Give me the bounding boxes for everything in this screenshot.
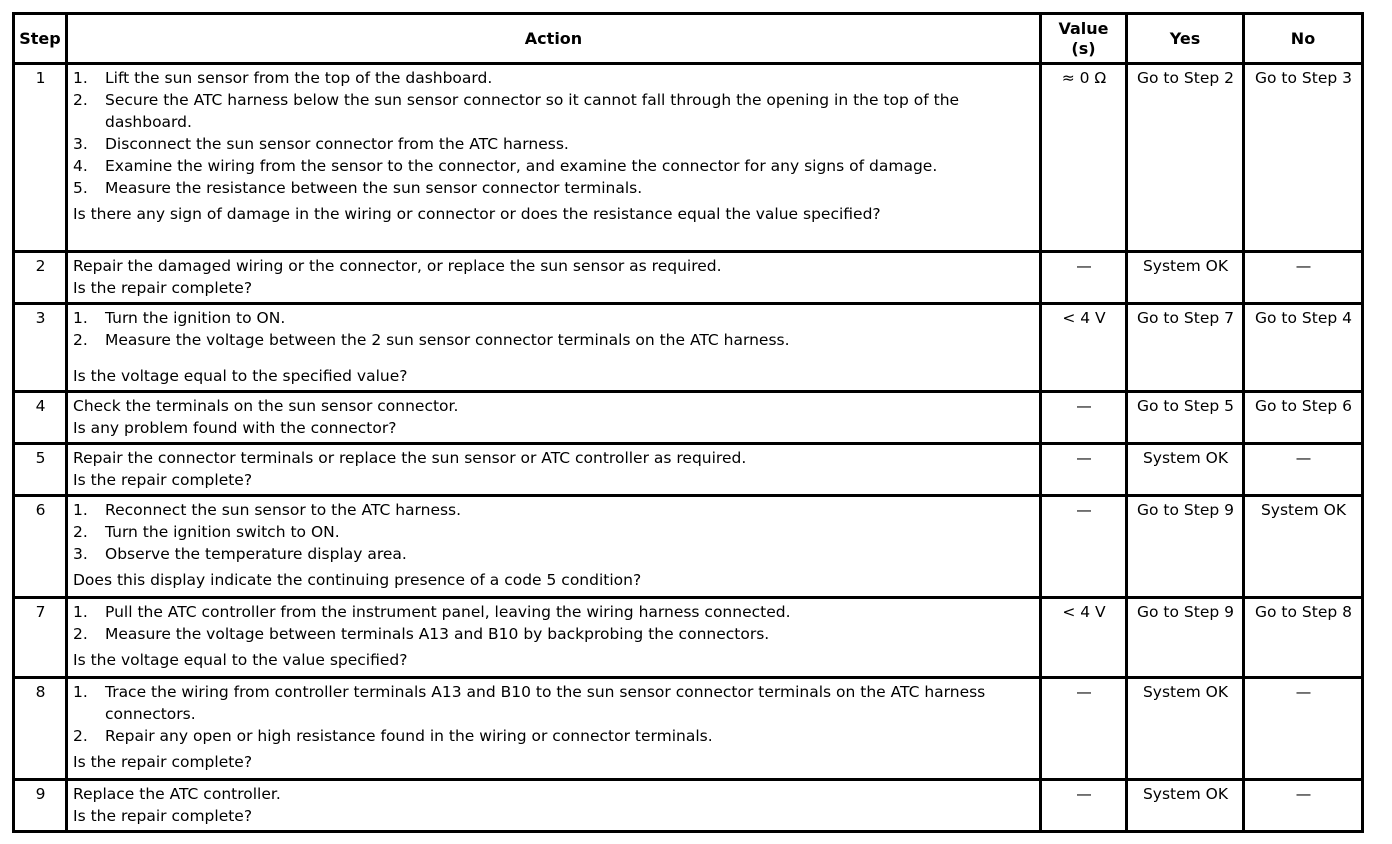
no-cell: — bbox=[1244, 252, 1363, 304]
table-row bbox=[14, 304, 1363, 392]
action-question: Is any problem found with the connector? bbox=[73, 419, 397, 437]
action-question: Is the repair complete? bbox=[73, 279, 253, 297]
yes-cell: System OK bbox=[1127, 678, 1244, 780]
action-item: 2. Measure the voltage between the 2 sun sensor connector terminals on the ATC harness. bbox=[73, 331, 790, 349]
step-number: 2 bbox=[14, 252, 67, 304]
action-cell bbox=[67, 252, 1041, 304]
action-item: 1. Lift the sun sensor from the top of the dashboard. bbox=[73, 69, 493, 87]
table-row bbox=[14, 444, 1363, 496]
yes-cell: Go to Step 5 bbox=[1127, 392, 1244, 444]
action-question: Is the voltage equal to the value specified? bbox=[73, 651, 408, 669]
table-row bbox=[14, 392, 1363, 444]
action-cell bbox=[67, 598, 1041, 678]
action-question: Is there any sign of damage in the wiring or connector or does the resistance equal the value specified? bbox=[73, 205, 881, 223]
step-number: 3 bbox=[14, 304, 67, 392]
header-no: No bbox=[1244, 14, 1363, 64]
value-cell: ≈ 0 Ω bbox=[1041, 64, 1127, 252]
no-cell: — bbox=[1244, 780, 1363, 832]
step-number: 7 bbox=[14, 598, 67, 678]
table-row bbox=[14, 496, 1363, 598]
table-row bbox=[14, 252, 1363, 304]
diagnostic-table bbox=[12, 12, 1364, 833]
no-cell: Go to Step 3 bbox=[1244, 64, 1363, 252]
step-number: 4 bbox=[14, 392, 67, 444]
yes-cell: Go to Step 2 bbox=[1127, 64, 1244, 252]
yes-cell: Go to Step 7 bbox=[1127, 304, 1244, 392]
action-question: Is the repair complete? bbox=[73, 471, 253, 489]
action-text: Repair the connector terminals or replace the sun sensor or ATC controller as required. bbox=[73, 449, 747, 467]
value-cell: — bbox=[1041, 496, 1127, 598]
yes-cell: System OK bbox=[1127, 252, 1244, 304]
action-question: Does this display indicate the continuing presence of a code 5 condition? bbox=[73, 571, 642, 589]
action-item: 2. Repair any open or high resistance found in the wiring or connector terminals. bbox=[73, 727, 713, 745]
action-item: 4. Examine the wiring from the sensor to the connector, and examine the connector for any signs of damage. bbox=[73, 157, 938, 175]
action-text: Replace the ATC controller. bbox=[73, 785, 281, 803]
action-item: 2. Measure the voltage between terminals A13 and B10 by backprobing the connectors. bbox=[73, 625, 770, 643]
yes-cell: Go to Step 9 bbox=[1127, 496, 1244, 598]
action-item: 2. Secure the ATC harness below the sun sensor connector so it cannot fall through the opening in the top of the dashboard. bbox=[73, 91, 960, 131]
no-cell: System OK bbox=[1244, 496, 1363, 598]
step-number: 5 bbox=[14, 444, 67, 496]
action-item: 2. Turn the ignition switch to ON. bbox=[73, 523, 340, 541]
action-text: Check the terminals on the sun sensor connector. bbox=[73, 397, 459, 415]
action-cell bbox=[67, 444, 1041, 496]
step-number: 1 bbox=[14, 64, 67, 252]
action-cell bbox=[67, 392, 1041, 444]
action-cell bbox=[67, 496, 1041, 598]
table-row bbox=[14, 598, 1363, 678]
header-step: Step bbox=[14, 14, 67, 64]
value-cell: — bbox=[1041, 444, 1127, 496]
header-value: Value (s) bbox=[1041, 14, 1127, 64]
action-item: 3. Observe the temperature display area. bbox=[73, 545, 407, 563]
action-question: Is the repair complete? bbox=[73, 807, 253, 825]
action-cell bbox=[67, 304, 1041, 392]
yes-cell: System OK bbox=[1127, 444, 1244, 496]
table-row bbox=[14, 780, 1363, 832]
action-cell bbox=[67, 64, 1041, 252]
value-cell: < 4 V bbox=[1041, 304, 1127, 392]
yes-cell: Go to Step 9 bbox=[1127, 598, 1244, 678]
action-text: Repair the damaged wiring or the connector, or replace the sun sensor as required. bbox=[73, 257, 722, 275]
header-yes: Yes bbox=[1127, 14, 1244, 64]
action-item: 3. Disconnect the sun sensor connector from the ATC harness. bbox=[73, 135, 569, 153]
header-action: Action bbox=[67, 14, 1041, 64]
action-item: 1. Pull the ATC controller from the instrument panel, leaving the wiring harness connected. bbox=[73, 603, 791, 621]
action-item: 1. Reconnect the sun sensor to the ATC harness. bbox=[73, 501, 462, 519]
no-cell: Go to Step 4 bbox=[1244, 304, 1363, 392]
table-row bbox=[14, 678, 1363, 780]
value-cell: < 4 V bbox=[1041, 598, 1127, 678]
action-question: Is the repair complete? bbox=[73, 753, 253, 771]
value-cell: — bbox=[1041, 392, 1127, 444]
header-row bbox=[14, 14, 1363, 64]
no-cell: Go to Step 8 bbox=[1244, 598, 1363, 678]
value-cell: — bbox=[1041, 678, 1127, 780]
no-cell: Go to Step 6 bbox=[1244, 392, 1363, 444]
action-question: Is the voltage equal to the specified value? bbox=[73, 367, 408, 385]
step-number: 6 bbox=[14, 496, 67, 598]
step-number: 9 bbox=[14, 780, 67, 832]
step-number: 8 bbox=[14, 678, 67, 780]
no-cell: — bbox=[1244, 444, 1363, 496]
value-cell: — bbox=[1041, 780, 1127, 832]
action-cell bbox=[67, 678, 1041, 780]
action-item: 1. Turn the ignition to ON. bbox=[73, 309, 286, 327]
yes-cell: System OK bbox=[1127, 780, 1244, 832]
value-cell: — bbox=[1041, 252, 1127, 304]
table-row bbox=[14, 64, 1363, 252]
no-cell: — bbox=[1244, 678, 1363, 780]
action-item: 5. Measure the resistance between the sun sensor connector terminals. bbox=[73, 179, 643, 197]
action-item: 1. Trace the wiring from controller terminals A13 and B10 to the sun sensor connector terminals on the ATC harness connectors. bbox=[73, 683, 986, 723]
action-cell bbox=[67, 780, 1041, 832]
